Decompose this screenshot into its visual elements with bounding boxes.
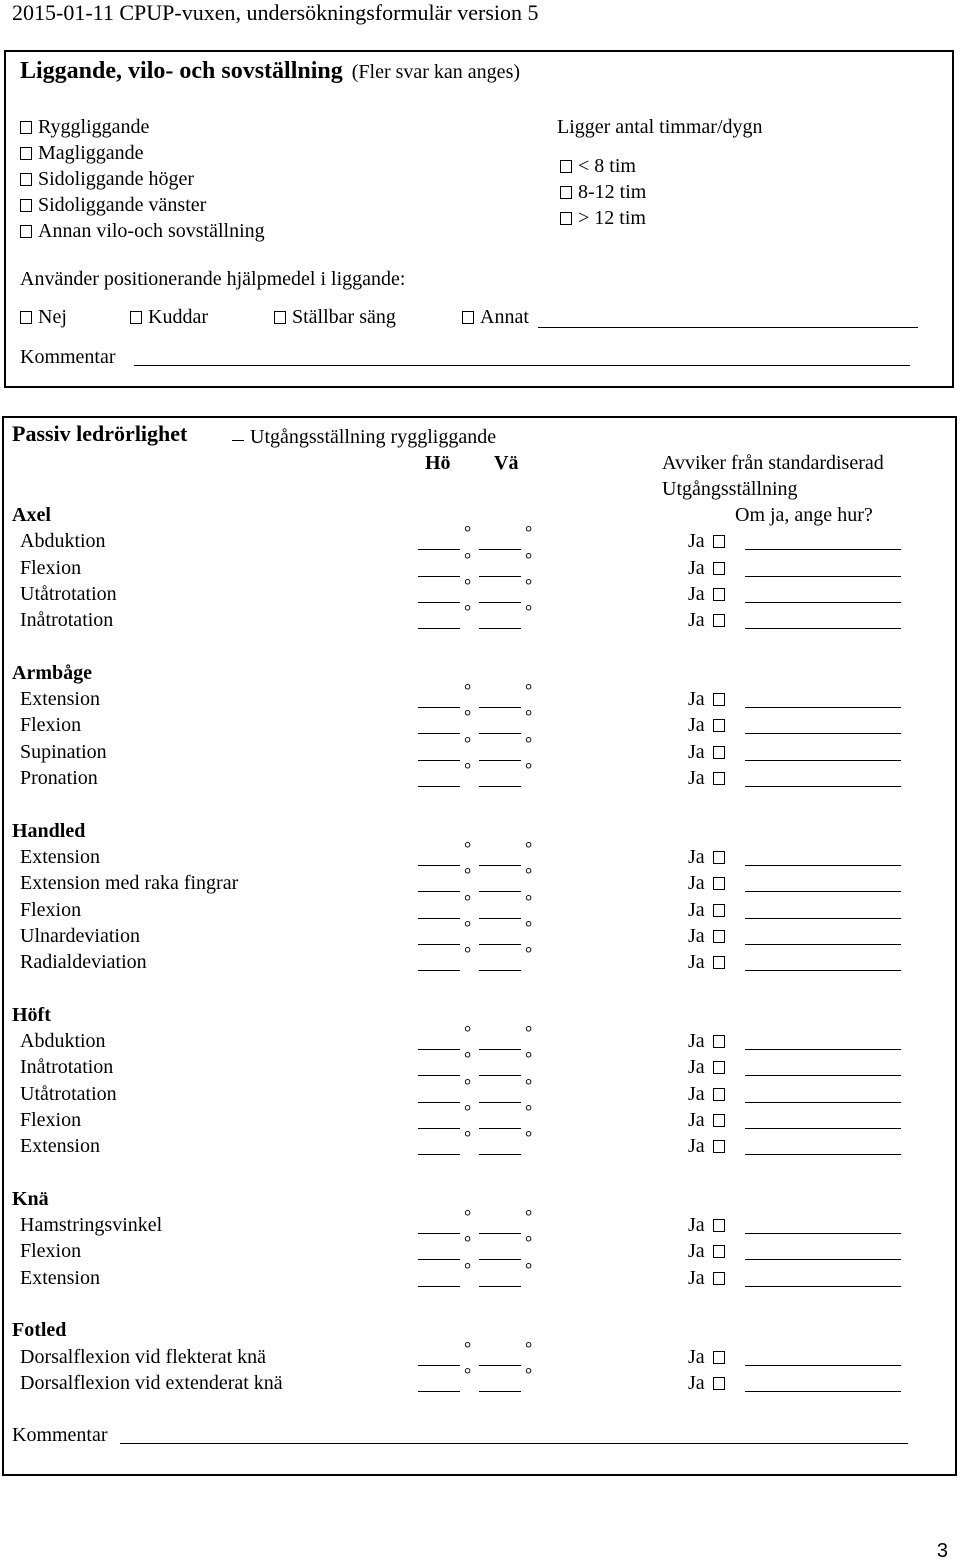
- left-value-field[interactable]: [479, 1128, 521, 1129]
- degree-symbol: °: [525, 1232, 533, 1253]
- yes-checkbox[interactable]: [713, 877, 725, 890]
- deviation-description-field[interactable]: [745, 891, 901, 892]
- left-value-field[interactable]: [479, 944, 521, 945]
- movement-label: Flexion: [20, 1108, 82, 1131]
- section-subtitle: (Fler svar kan anges): [351, 61, 521, 83]
- aid-option[interactable]: [274, 304, 396, 330]
- left-value-field[interactable]: [479, 707, 521, 708]
- aids-question: Använder positionerande hjälpmedel i liggande:: [20, 268, 406, 290]
- yes-label: Ja: [688, 1371, 705, 1394]
- yes-checkbox[interactable]: [713, 1035, 725, 1048]
- left-value-field[interactable]: [479, 918, 521, 919]
- deviation-yes[interactable]: [688, 607, 731, 633]
- left-value-field[interactable]: [479, 1075, 521, 1076]
- movement-label: Extension: [20, 1266, 100, 1289]
- yes-label: Ja: [688, 1082, 705, 1105]
- degree-symbol: °: [525, 548, 533, 569]
- degree-symbol: °: [464, 1337, 472, 1358]
- movement-label: Radialdeviation: [20, 951, 147, 974]
- section2-title: Passiv ledrörlighet: [12, 421, 188, 446]
- degree-symbol: °: [464, 601, 472, 622]
- yes-label: Ja: [688, 898, 705, 921]
- degree-symbol: °: [464, 1232, 472, 1253]
- right-value-field[interactable]: [418, 1365, 460, 1366]
- degree-symbol: °: [525, 864, 533, 885]
- deviation-yes[interactable]: [688, 1133, 731, 1159]
- checkbox-label: Magliggande: [38, 142, 144, 164]
- position-option[interactable]: [20, 218, 265, 244]
- deviation-yes[interactable]: [688, 739, 731, 765]
- yes-label: Ja: [688, 1214, 705, 1237]
- right-value-field[interactable]: [418, 1391, 460, 1392]
- degree-symbol: °: [464, 574, 472, 595]
- checkbox-label: Sidoliggande vänster: [38, 194, 207, 216]
- deviation-description-field[interactable]: [745, 707, 901, 708]
- yes-checkbox[interactable]: [713, 693, 725, 706]
- yes-label: Ja: [688, 845, 705, 868]
- yes-label: Ja: [688, 1266, 705, 1289]
- left-value-field[interactable]: [479, 786, 521, 787]
- yes-label: Ja: [688, 1345, 705, 1368]
- deviation-yes[interactable]: [688, 555, 731, 581]
- right-value-field[interactable]: [418, 1286, 460, 1287]
- joint-heading: Höft: [12, 1003, 51, 1026]
- deviation-yes[interactable]: [688, 1238, 731, 1264]
- right-value-field[interactable]: [418, 576, 460, 577]
- right-value-field[interactable]: [418, 865, 460, 866]
- position-option[interactable]: [20, 192, 206, 218]
- yes-checkbox[interactable]: [713, 1245, 725, 1258]
- yes-label: Ja: [688, 688, 705, 711]
- movement-label: Ulnardeviation: [20, 924, 140, 947]
- deviation-yes[interactable]: [688, 870, 731, 896]
- deviation-heading-3: Om ja, ange hur?: [735, 504, 873, 526]
- right-value-field[interactable]: [418, 970, 460, 971]
- section-title-row: [20, 58, 520, 85]
- joint-heading: Handled: [12, 819, 86, 842]
- yes-checkbox[interactable]: [713, 851, 725, 864]
- degree-symbol: °: [525, 1048, 533, 1069]
- yes-checkbox[interactable]: [713, 746, 725, 759]
- checkbox-label: < 8 tim: [578, 155, 636, 177]
- yes-checkbox[interactable]: [713, 1219, 725, 1232]
- movement-label: Dorsalflexion vid extenderat knä: [20, 1371, 283, 1394]
- deviation-description-field[interactable]: [745, 786, 901, 787]
- degree-symbol: °: [525, 916, 533, 937]
- checkbox[interactable]: [20, 199, 32, 212]
- deviation-description-field[interactable]: [745, 1391, 901, 1392]
- checkbox-label: Annan vilo-och sovställning: [38, 220, 265, 242]
- right-value-field[interactable]: [418, 760, 460, 761]
- deviation-yes[interactable]: [688, 528, 731, 554]
- yes-checkbox[interactable]: [713, 562, 725, 575]
- deviation-yes[interactable]: [688, 1370, 731, 1396]
- comment-line-1[interactable]: [134, 365, 910, 366]
- right-value-field[interactable]: [418, 707, 460, 708]
- right-value-field[interactable]: [418, 549, 460, 550]
- left-value-field[interactable]: [479, 1049, 521, 1050]
- movement-label: Hamstringsvinkel: [20, 1214, 163, 1237]
- degree-symbol: °: [464, 837, 472, 858]
- hours-option[interactable]: [560, 179, 646, 205]
- yes-checkbox[interactable]: [713, 930, 725, 943]
- page-number: 3: [936, 1540, 948, 1562]
- deviation-yes[interactable]: [688, 897, 731, 923]
- deviation-yes[interactable]: [688, 1265, 731, 1291]
- yes-label: Ja: [688, 556, 705, 579]
- title-dash: [232, 440, 244, 441]
- deviation-description-field[interactable]: [745, 1154, 901, 1155]
- deviation-description-field[interactable]: [745, 1128, 901, 1129]
- deviation-yes[interactable]: [688, 949, 731, 975]
- checkbox[interactable]: [560, 160, 572, 173]
- deviation-heading-2: Utgångsställning: [662, 478, 798, 500]
- comment-label-2: Kommentar: [12, 1424, 108, 1446]
- checkbox[interactable]: [130, 311, 142, 324]
- hours-title: Ligger antal timmar/dygn: [557, 116, 763, 138]
- left-value-field[interactable]: [479, 891, 521, 892]
- movement-label: Abduktion: [20, 530, 106, 553]
- yes-checkbox[interactable]: [713, 719, 725, 732]
- left-value-field[interactable]: [479, 865, 521, 866]
- degree-symbol: °: [464, 943, 472, 964]
- yes-checkbox[interactable]: [713, 1114, 725, 1127]
- degree-symbol: °: [525, 1100, 533, 1121]
- degree-symbol: °: [525, 601, 533, 622]
- degree-symbol: °: [464, 759, 472, 779]
- yes-checkbox[interactable]: [713, 535, 725, 548]
- movement-label: Inåtrotation: [20, 1056, 114, 1079]
- degree-symbol: °: [464, 890, 472, 911]
- deviation-yes[interactable]: [688, 1212, 731, 1238]
- degree-symbol: °: [464, 1127, 472, 1148]
- movement-label: Flexion: [20, 1240, 82, 1263]
- deviation-heading-1: Avviker från standardiserad: [662, 452, 884, 474]
- right-value-field[interactable]: [418, 891, 460, 892]
- deviation-description-field[interactable]: [745, 944, 901, 945]
- col-ho: Hö: [425, 452, 451, 474]
- checkbox-label: Ryggliggande: [38, 116, 150, 138]
- degree-symbol: °: [464, 1048, 472, 1069]
- yes-checkbox[interactable]: [713, 1061, 725, 1074]
- degree-symbol: °: [525, 1074, 533, 1095]
- position-option[interactable]: [20, 114, 149, 140]
- degree-symbol: °: [464, 1074, 472, 1095]
- movement-label: Supination: [20, 740, 107, 763]
- left-value-field[interactable]: [479, 970, 521, 971]
- left-value-field[interactable]: [479, 760, 521, 761]
- movement-label: Extension: [20, 1135, 100, 1158]
- degree-symbol: °: [464, 522, 472, 543]
- yes-label: Ja: [688, 1135, 705, 1158]
- right-value-field[interactable]: [418, 1102, 460, 1103]
- yes-label: Ja: [688, 872, 705, 895]
- comment-label-1: Kommentar: [20, 346, 116, 368]
- checkbox[interactable]: [274, 311, 286, 324]
- movement-label: Inåtrotation: [20, 609, 114, 632]
- left-value-field[interactable]: [479, 1102, 521, 1103]
- deviation-yes[interactable]: [688, 1081, 731, 1107]
- checkbox-label: Annat: [480, 306, 529, 328]
- degree-symbol: °: [464, 1022, 472, 1042]
- right-value-field[interactable]: [418, 733, 460, 734]
- degree-symbol: °: [525, 1258, 533, 1279]
- deviation-description-field[interactable]: [745, 1286, 901, 1287]
- right-value-field[interactable]: [418, 918, 460, 919]
- deviation-description-field[interactable]: [745, 1233, 901, 1234]
- degree-symbol: °: [525, 574, 533, 595]
- left-value-field[interactable]: [479, 1286, 521, 1287]
- yes-label: Ja: [688, 582, 705, 605]
- degree-symbol: °: [464, 1258, 472, 1279]
- degree-symbol: °: [525, 706, 533, 727]
- left-value-field[interactable]: [479, 1391, 521, 1392]
- col-va: Vä: [494, 452, 519, 474]
- joint-heading: Axel: [12, 504, 51, 526]
- deviation-description-field[interactable]: [745, 576, 901, 577]
- yes-checkbox[interactable]: [713, 588, 725, 601]
- degree-symbol: °: [525, 732, 533, 753]
- yes-label: Ja: [688, 1030, 705, 1052]
- section2-subtitle: Utgångsställning ryggliggande: [250, 426, 497, 448]
- deviation-yes[interactable]: [688, 1028, 731, 1054]
- yes-label: Ja: [688, 951, 705, 974]
- joint-heading: Armbåge: [12, 661, 92, 684]
- right-value-field[interactable]: [418, 786, 460, 787]
- degree-symbol: °: [525, 1206, 533, 1227]
- right-value-field[interactable]: [418, 1049, 460, 1050]
- degree-symbol: °: [525, 890, 533, 911]
- movement-label: Flexion: [20, 556, 82, 579]
- hours-option[interactable]: [560, 153, 636, 179]
- deviation-yes[interactable]: [688, 1344, 731, 1370]
- movement-label: Extension: [20, 688, 100, 711]
- yes-label: Ja: [688, 714, 705, 737]
- checkbox-label: Ställbar säng: [292, 306, 396, 328]
- left-value-field[interactable]: [479, 1259, 521, 1260]
- deviation-description-field[interactable]: [745, 865, 901, 866]
- section2-title-row: [12, 421, 187, 447]
- yes-label: Ja: [688, 924, 705, 947]
- degree-symbol: °: [525, 1022, 533, 1042]
- yes-label: Ja: [688, 767, 705, 789]
- deviation-description-field[interactable]: [745, 733, 901, 734]
- degree-symbol: °: [525, 1363, 533, 1384]
- yes-label: Ja: [688, 740, 705, 763]
- deviation-description-field[interactable]: [745, 1102, 901, 1103]
- degree-symbol: °: [464, 864, 472, 885]
- checkbox[interactable]: [462, 311, 474, 324]
- checkbox[interactable]: [20, 225, 32, 238]
- yes-checkbox[interactable]: [713, 1377, 725, 1390]
- checkbox-label: 8-12 tim: [578, 181, 647, 203]
- degree-symbol: °: [464, 706, 472, 727]
- movement-label: Flexion: [20, 714, 82, 737]
- yes-label: Ja: [688, 1056, 705, 1079]
- yes-label: Ja: [688, 530, 705, 553]
- deviation-yes[interactable]: [688, 1107, 731, 1133]
- deviation-description-field[interactable]: [745, 760, 901, 761]
- deviation-description-field[interactable]: [745, 628, 901, 629]
- degree-symbol: °: [525, 759, 533, 779]
- right-value-field[interactable]: [418, 628, 460, 629]
- checkbox[interactable]: [560, 186, 572, 199]
- degree-symbol: °: [525, 837, 533, 858]
- section-title: Liggande, vilo- och sovställning: [20, 58, 343, 84]
- movement-label: Pronation: [20, 767, 98, 789]
- degree-symbol: °: [464, 548, 472, 569]
- degree-symbol: °: [464, 1100, 472, 1121]
- aids-other-line[interactable]: [538, 327, 918, 328]
- left-value-field[interactable]: [479, 1154, 521, 1155]
- checkbox[interactable]: [20, 311, 32, 324]
- degree-symbol: °: [464, 916, 472, 937]
- aid-option[interactable]: [462, 304, 529, 330]
- left-value-field[interactable]: [479, 549, 521, 550]
- yes-checkbox[interactable]: [713, 1272, 725, 1285]
- aid-option[interactable]: [20, 304, 67, 330]
- movement-label: Dorsalflexion vid flekterat knä: [20, 1345, 267, 1368]
- yes-checkbox[interactable]: [713, 1088, 725, 1101]
- deviation-yes[interactable]: [688, 686, 731, 712]
- checkbox-label: Sidoliggande höger: [38, 168, 195, 190]
- left-value-field[interactable]: [479, 1365, 521, 1366]
- yes-checkbox[interactable]: [713, 1351, 725, 1364]
- right-value-field[interactable]: [418, 1233, 460, 1234]
- degree-symbol: °: [525, 1127, 533, 1148]
- yes-label: Ja: [688, 609, 705, 632]
- degree-symbol: °: [464, 732, 472, 753]
- degree-symbol: °: [464, 680, 472, 701]
- yes-checkbox[interactable]: [713, 614, 725, 627]
- movement-label: Abduktion: [20, 1030, 106, 1052]
- left-value-field[interactable]: [479, 602, 521, 603]
- right-value-field[interactable]: [418, 1075, 460, 1076]
- deviation-yes[interactable]: [688, 765, 731, 791]
- yes-label: Ja: [688, 1240, 705, 1263]
- deviation-description-field[interactable]: [745, 970, 901, 971]
- checkbox-label: Nej: [38, 306, 67, 328]
- position-option[interactable]: [20, 140, 144, 166]
- comment-line-2[interactable]: [120, 1443, 908, 1444]
- degree-symbol: °: [525, 680, 533, 701]
- deviation-description-field[interactable]: [745, 1075, 901, 1076]
- degree-symbol: °: [525, 1337, 533, 1358]
- checkbox-label: Kuddar: [148, 306, 208, 328]
- degree-symbol: °: [464, 1206, 472, 1227]
- deviation-description-field[interactable]: [745, 549, 901, 550]
- degree-symbol: °: [464, 1363, 472, 1384]
- yes-label: Ja: [688, 1108, 705, 1131]
- checkbox[interactable]: [560, 212, 572, 225]
- position-option[interactable]: [20, 166, 194, 192]
- movement-label: Utåtrotation: [20, 582, 117, 605]
- left-value-field[interactable]: [479, 628, 521, 629]
- movement-label: Utåtrotation: [20, 1082, 117, 1105]
- right-value-field[interactable]: [418, 602, 460, 603]
- deviation-description-field[interactable]: [745, 1049, 901, 1050]
- degree-symbol: °: [525, 522, 533, 543]
- yes-checkbox[interactable]: [713, 956, 725, 969]
- deviation-yes[interactable]: [688, 844, 731, 870]
- deviation-description-field[interactable]: [745, 602, 901, 603]
- aid-option[interactable]: [130, 304, 208, 330]
- checkbox-label: > 12 tim: [578, 207, 646, 229]
- deviation-description-field[interactable]: [745, 1259, 901, 1260]
- right-value-field[interactable]: [418, 1154, 460, 1155]
- right-value-field[interactable]: [418, 1259, 460, 1260]
- left-value-field[interactable]: [479, 1233, 521, 1234]
- deviation-yes[interactable]: [688, 923, 731, 949]
- document-header: 2015-01-11 CPUP-vuxen, undersökningsformulär version 5: [12, 0, 539, 25]
- yes-checkbox[interactable]: [713, 1140, 725, 1153]
- yes-checkbox[interactable]: [713, 904, 725, 917]
- yes-checkbox[interactable]: [713, 772, 725, 785]
- deviation-yes[interactable]: [688, 712, 731, 738]
- left-value-field[interactable]: [479, 733, 521, 734]
- movement-label: Extension: [20, 845, 100, 868]
- deviation-yes[interactable]: [688, 581, 731, 607]
- movement-label: Flexion: [20, 898, 82, 921]
- hours-option[interactable]: [560, 205, 646, 231]
- deviation-description-field[interactable]: [745, 1365, 901, 1366]
- checkbox[interactable]: [20, 121, 32, 134]
- deviation-yes[interactable]: [688, 1054, 731, 1080]
- joint-heading: Knä: [12, 1187, 49, 1210]
- movement-label: Extension med raka fingrar: [20, 872, 239, 895]
- right-value-field[interactable]: [418, 1128, 460, 1129]
- deviation-description-field[interactable]: [745, 918, 901, 919]
- joint-heading: Fotled: [12, 1319, 67, 1342]
- checkbox[interactable]: [20, 147, 32, 160]
- degree-symbol: °: [525, 943, 533, 964]
- checkbox[interactable]: [20, 173, 32, 186]
- right-value-field[interactable]: [418, 944, 460, 945]
- left-value-field[interactable]: [479, 576, 521, 577]
